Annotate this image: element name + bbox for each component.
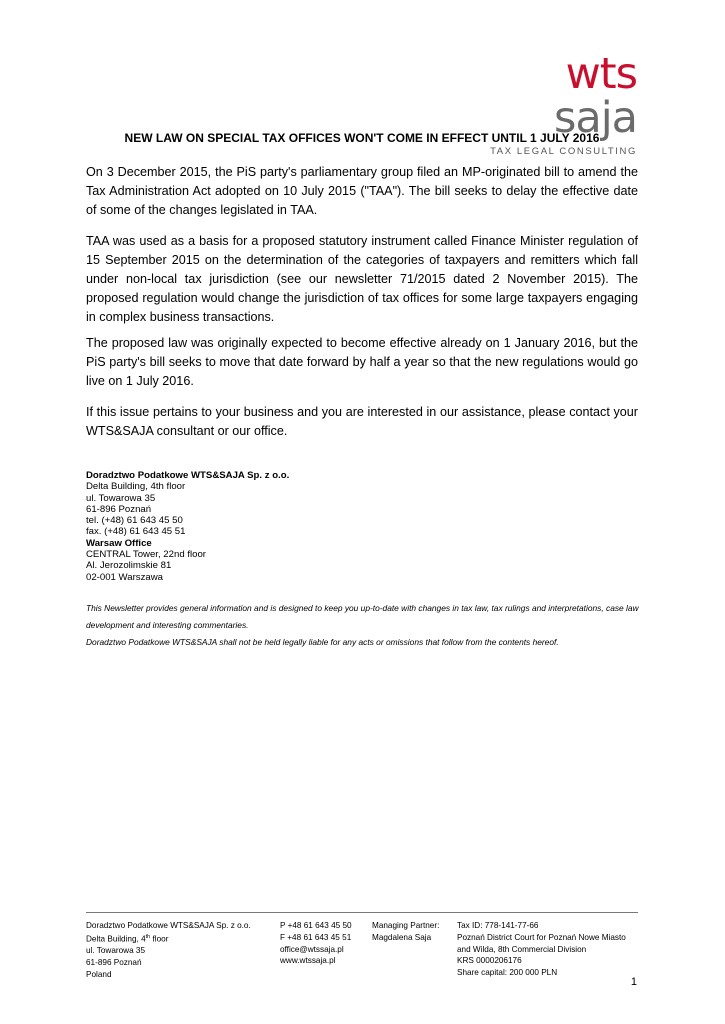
footer-registration-column	[457, 920, 626, 979]
footer-tax-id: Tax ID: 778-141-77-66	[457, 921, 539, 930]
warsaw-street: Al. Jerozolimskie 81	[86, 560, 172, 572]
footer-building	[86, 932, 251, 946]
footer-krs: KRS 0000206176	[457, 956, 522, 966]
disclaimer-line-1: This Newsletter provides general information and is designed to keep you up-to-date with changes in tax law, tax rulings and interpretations, case law development and interesting commentaries.	[86, 603, 639, 630]
footer-country: Poland	[86, 969, 112, 979]
paragraph-3: The proposed law was originally expected to become effective already on 1 January 2016, but the PiS party's bill seeks to move that date forward by half a year so that the new regulations would go live on 1 July 2016.	[86, 336, 638, 388]
contact-block	[86, 470, 289, 583]
logo-saja: saja	[553, 93, 637, 143]
footer-partner-column	[372, 920, 439, 944]
footer-building-sup: th	[145, 933, 151, 940]
footer-court-1: Poznań District Court for Poznań Nowe Miasto	[457, 932, 626, 942]
contact-street: ul. Towarowa 35	[86, 492, 156, 504]
disclaimer-line-2: Doradztwo Podatkowe WTS&SAJA shall not be held legally liable for any acts or omissions that follow from the contents hereof.	[86, 637, 559, 647]
footer-phone: P +48 61 643 45 50	[280, 921, 352, 930]
footer-partner-name: Magdalena Saja	[372, 932, 432, 942]
warsaw-building: CENTRAL Tower, 22nd floor	[86, 549, 206, 561]
footer-street: ul. Towarowa 35	[86, 946, 146, 956]
footer-building-text: Delta Building, 4	[86, 934, 146, 944]
footer-contact-column	[280, 920, 352, 967]
contact-city: 61-896 Poznań	[86, 503, 152, 515]
paragraph-4: If this issue pertains to your business and you are interested in our assistance, please contact your WTS&SAJA consultant or our office.	[86, 405, 638, 438]
logo-wordmark	[472, 49, 637, 143]
footer-share-capital: Share capital: 200 000 PLN	[457, 968, 558, 978]
footer-email[interactable]: office@wtssaja.pl	[280, 944, 344, 954]
footer-divider	[86, 912, 638, 913]
newsletter-title: NEW LAW ON SPECIAL TAX OFFICES WON'T COME IN EFFECT UNTIL 1 JULY 2016	[124, 131, 600, 145]
footer-company: Doradztwo Podatkowe WTS&SAJA Sp. z o.o.	[86, 921, 251, 930]
contact-company: Doradztwo Podatkowe WTS&SAJA Sp. z o.o.	[86, 470, 290, 481]
warsaw-city: 02-001 Warszawa	[86, 571, 163, 583]
footer-fax: F +48 61 643 45 51	[280, 932, 352, 942]
warsaw-office-label: Warsaw Office	[86, 537, 152, 549]
logo-tagline: TAX LEGAL CONSULTING	[490, 146, 637, 157]
logo-wts: wts	[565, 49, 637, 99]
footer-building-floor: floor	[150, 934, 169, 944]
paragraph-2: TAA was used as a basis for a proposed statutory instrument called Finance Minister regulation of 15 September 2015 on the determination of the categories of taxpayers and remitters which fall under non-local tax jurisdiction (see our newsletter 71/2015 dated 2 November 2015). The proposed regulation would change the jurisdiction of tax offices for some large taxpayers engaging in complex business transactions.	[86, 234, 638, 324]
disclaimer	[86, 600, 646, 651]
footer-court-2: and Wilda, 8th Commercial Division	[457, 944, 587, 954]
footer-city: 61-896 Poznań	[86, 958, 142, 968]
paragraph-1: On 3 December 2015, the PiS party's parliamentary group filed an MP-originated bill to amend the Tax Administration Act adopted on 10 July 2015 ("TAA"). The bill seeks to delay the effective date of some of the changes legislated in TAA.	[86, 165, 638, 217]
contact-tel: tel. (+48) 61 643 45 50	[86, 515, 183, 527]
contact-building: Delta Building, 4th floor	[86, 481, 186, 493]
footer-website[interactable]: www.wtssaja.pl	[280, 956, 336, 966]
footer-partner-label: Managing Partner:	[372, 921, 440, 930]
footer-company-column	[86, 920, 251, 981]
contact-fax: fax. (+48) 61 643 45 51	[86, 526, 186, 538]
page-number: 1	[630, 976, 637, 988]
